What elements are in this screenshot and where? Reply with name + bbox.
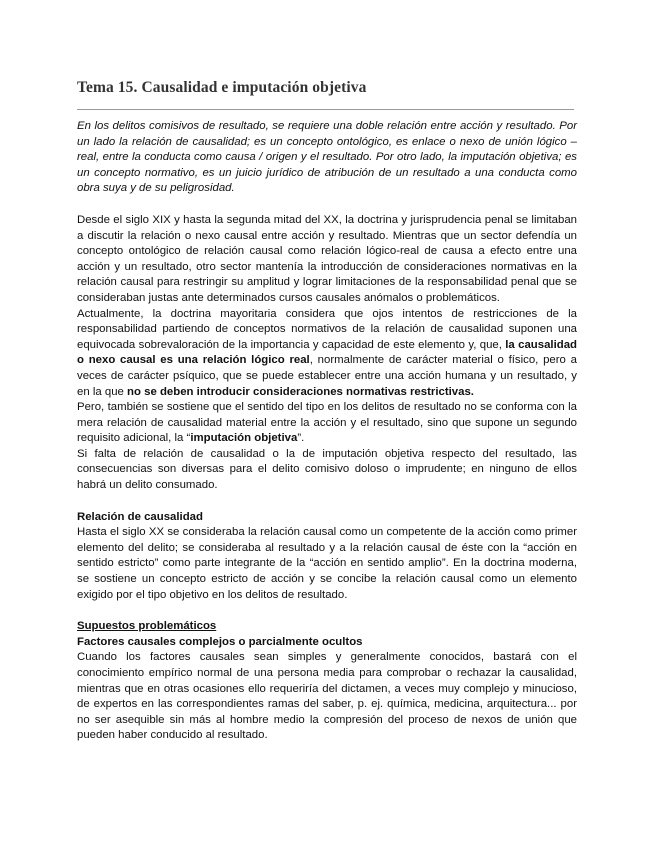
text-run: Pero, también se sostiene que el sentido del tipo en los delitos de resultado no se conforma con la mera relación de causalidad material entre la acción y el resultado, sino que supone un segundo requisito adicional, la “ [77, 401, 577, 445]
spacer [77, 494, 577, 510]
intro-paragraph: En los delitos comisivos de resultado, se requiere una doble relación entre acción y resultado. Por un lado la relación de causalidad; es un concepto ontológico, es enlace o nexo de unión lógico – real, entre la conducta como causa / origen y el resultado. Por otro lado, la imputación objetiva; es un concepto normativo, es un juicio jurídico de atribución de un resultado a una conducta como obra suya y de su peligrosidad. [77, 120, 577, 195]
spacer [77, 197, 577, 213]
document-page [77, 78, 577, 744]
bold-run: la causalidad o nexo causal es una relación lógico real [77, 338, 578, 367]
text-run: Actualmente, la doctrina mayoritaria considera que ojos intentos de restricciones de la responsabilidad partiendo de conceptos normativos de la relación de causalidad suponen una equivocada sobrevaloración de la importancia y capacidad de este elemento y, que, [77, 307, 577, 351]
paragraph-imputation [77, 400, 577, 447]
text-run: , normalmente de carácter material o físico, pero a veces de carácter psíquico, que se puede establecer entre una acción humana y un resultado, y en la que [77, 354, 577, 398]
page-title: Tema 15. Causalidad e imputación objetiva [77, 79, 367, 96]
paragraph-history: Desde el siglo XIX y hasta la segunda mitad del XX, la doctrina y jurisprudencia penal se limitaban a discutir la relación o nexo causal entre acción y resultado. Mientras que un sector defendía un concepto ontológico de relación causal como relación lógico-real de causa a efecto entre una acción y un resultado, otro sector mantenía la introducción de consideraciones normativas en la relación causal para restringir su amplitud y lograr limitaciones de la responsabilidad penal que se consideraban justas ante determinados cursos causales anómalos o problemáticos. [77, 213, 577, 304]
paragraph-complex-factors: Cuando los factores causales sean simples y generalmente conocidos, bastará con el conocimiento empírico normal de una persona media para comprobar o rechazar la causalidad, mientras que en otras ocasiones ello requeriría del dictamen, a veces muy complejo y minucioso, de expertos en las correspondientes ramas del saber, p. ej. química, medicina, arquitectura... por no ser asequible sin más al hombre medio la compresión del proceso de nexos de unión que pueden haber conducido al resultado. [77, 651, 577, 742]
section-heading-problematic-cases: Supuestos problemáticos [77, 620, 217, 633]
text-run: ”. [297, 432, 305, 445]
bold-run: no se deben introducir consideraciones normativas restrictivas. [127, 385, 474, 398]
title-divider [77, 109, 574, 110]
subheading-complex-factors: Factores causales complejos o parcialmente ocultos [77, 635, 363, 648]
paragraph-causality: Hasta el siglo XX se consideraba la relación causal como un competente de la acción como primer elemento del delito; se consideraba al resultado y a la relación causal de éste con la “acción en sentido estricto” como parte integrante de la “acción en sentido amplio”. En la doctrina moderna, se sostiene un concepto estricto de acción y se concibe la relación causal como un elemento exigido por el tipo objetivo en los delitos de resultado. [77, 526, 577, 601]
spacer [77, 603, 577, 619]
paragraph-consequences: Si falta de relación de causalidad o la de imputación objetiva respecto del resultado, las consecuencias son diversas para el delito comisivo doloso o imprudente; en ninguno de ellos habrá un delito consumado. [77, 447, 577, 492]
section-heading-causality: Relación de causalidad [77, 510, 203, 523]
bold-run: imputación objetiva [190, 432, 298, 445]
paragraph-current-doctrine [77, 307, 577, 401]
